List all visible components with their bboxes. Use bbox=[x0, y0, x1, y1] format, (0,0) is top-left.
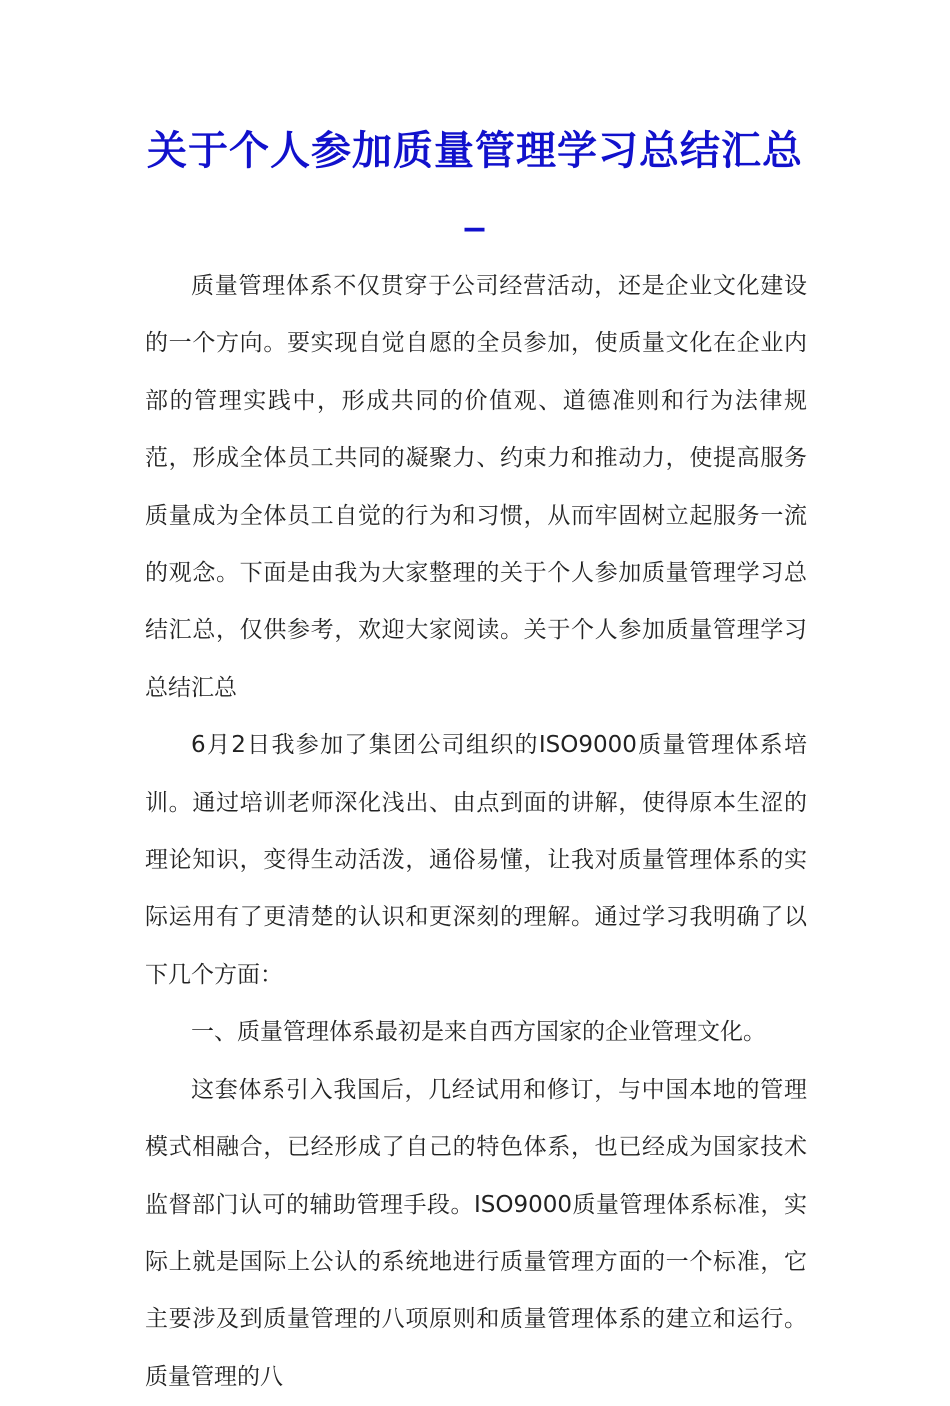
paragraph-training: 6月2日我参加了集团公司组织的ISO9000质量管理体系培训。通过培训老师深化浅出、由点到面的讲解，使得原本生涩的理论知识，变得生动活泼，通俗易懂，让我对质量管理体系的实际运用有了更清楚的认识和更深刻的理解。通过学习我明确了以下几个方面： bbox=[145, 732, 807, 988]
paragraph-intro: 质量管理体系不仅贯穿于公司经营活动，还是企业文化建设的一个方向。要实现自觉自愿的全员参加，使质量文化在企业内部的管理实践中，形成共同的价值观、道德准则和行为法律规范，形成全体员工共同的凝聚力、约束力和推动力，使提高服务质量成为全体员工自觉的行为和习惯，从而牢固树立起服务一流的观念。下面是由我为大家整理的关于个人参加质量管理学习总结汇总，仅供参考，欢迎大家阅读。关于个人参加质量管理学习总结汇总 bbox=[145, 273, 807, 701]
document-body bbox=[145, 258, 807, 1406]
document-title: 关于个人参加质量管理学习总结汇总_ bbox=[147, 127, 803, 232]
paragraph-system: 这套体系引入我国后，几经试用和修订，与中国本地的管理模式相融合，已经形成了自己的特色体系，也已经成为国家技术监督部门认可的辅助管理手段。ISO9000质量管理体系标准，实际上就是国际上公认的系统地进行质量管理方面的一个标准，它主要涉及到质量管理的八项原则和质量管理体系的建立和运行。质量管理的八 bbox=[145, 1076, 807, 1390]
paragraph-section-one: 一、质量管理体系最初是来自西方国家的企业管理文化。 bbox=[191, 1019, 766, 1046]
